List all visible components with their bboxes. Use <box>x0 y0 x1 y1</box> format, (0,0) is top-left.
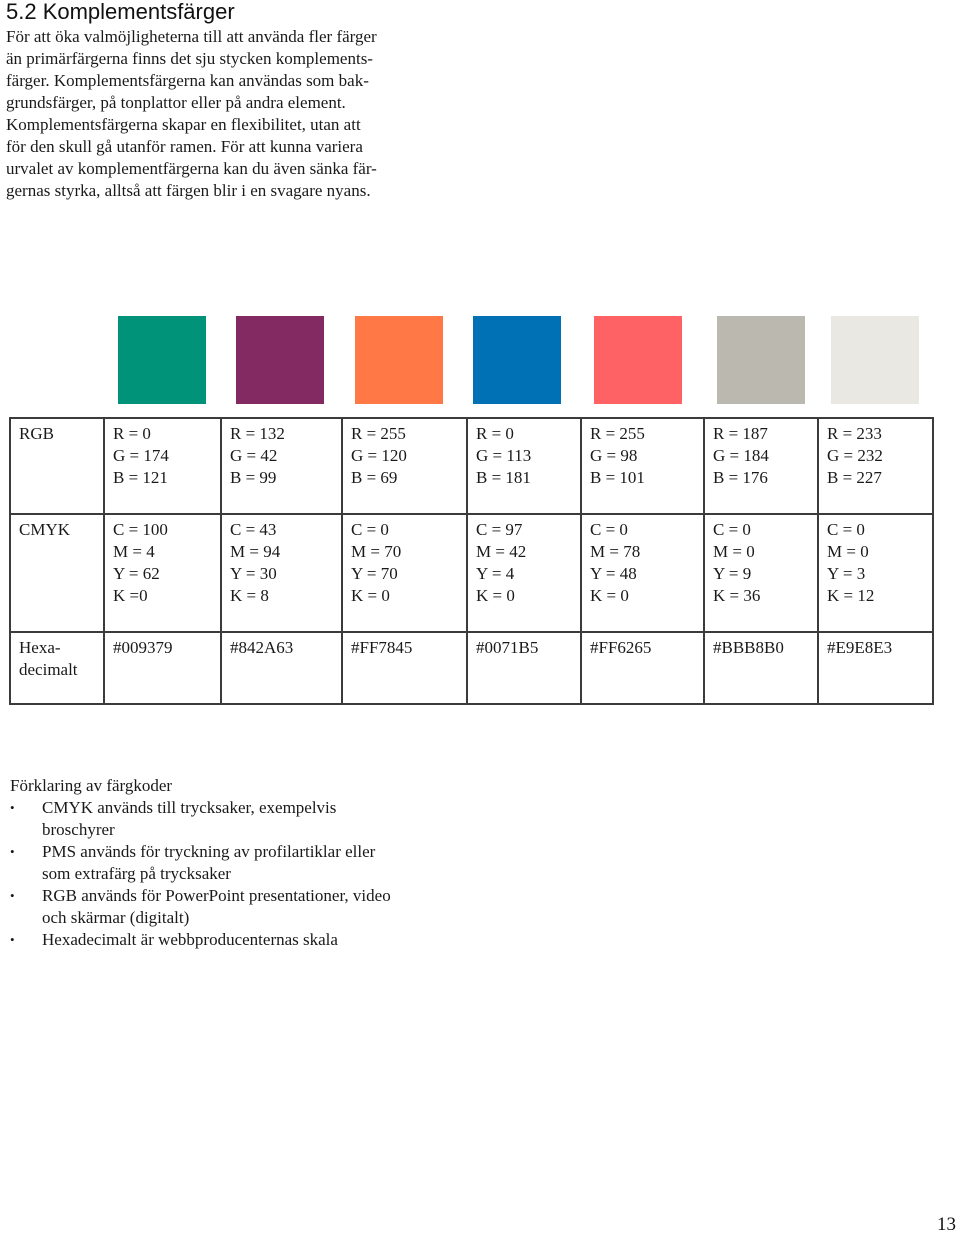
cmyk-value: M = 70 <box>351 542 402 561</box>
cmyk-value: M = 0 <box>713 542 755 561</box>
legend-title: Förklaring av färgkoder <box>10 776 173 795</box>
rgb-value: R = 255 <box>351 424 406 443</box>
cmyk-value: M = 42 <box>476 542 527 561</box>
rgb-value: B = 181 <box>476 468 531 487</box>
intro-line: än primärfärgerna finns det sju stycken komplements- <box>6 49 373 68</box>
hex-cell <box>221 632 342 704</box>
cmyk-value: M = 94 <box>230 542 281 561</box>
cmyk-row <box>10 514 933 632</box>
rgb-cell <box>221 418 342 514</box>
legend-item-line: PMS används för tryckning av profilartiklar eller <box>42 842 376 861</box>
legend-item <box>10 841 490 885</box>
rgb-value: R = 187 <box>713 424 768 443</box>
legend-item-line: CMYK används till trycksaker, exempelvis <box>42 798 337 817</box>
row-label-hex <box>10 632 104 704</box>
rgb-value: B = 227 <box>827 468 882 487</box>
legend-item <box>10 885 490 929</box>
hex-row <box>10 632 933 704</box>
intro-line: grundsfärger, på tonplattor eller på andra element. <box>6 93 346 112</box>
cmyk-value: C = 0 <box>351 520 389 539</box>
intro-line: gernas styrka, alltså att färgen blir i en svagare nyans. <box>6 181 371 200</box>
intro-line: för den skull gå utanför ramen. För att kunna variera <box>6 137 363 156</box>
hex-value: #FF7845 <box>351 638 413 657</box>
cmyk-cell <box>467 514 581 632</box>
rgb-value: G = 120 <box>351 446 407 465</box>
rgb-value: B = 121 <box>113 468 168 487</box>
rgb-value: R = 132 <box>230 424 285 443</box>
cmyk-value: C = 100 <box>113 520 168 539</box>
cmyk-value: K = 0 <box>476 586 515 605</box>
row-label-text: Hexa- <box>19 638 61 657</box>
rgb-value: R = 0 <box>476 424 514 443</box>
legend-item-line: och skärmar (digitalt) <box>42 908 190 927</box>
cmyk-cell <box>818 514 933 632</box>
color-swatch-4 <box>473 316 561 404</box>
legend-list <box>10 797 490 951</box>
row-label-text: decimalt <box>19 660 78 679</box>
intro-line: urvalet av komplementfärgerna kan du även sänka fär- <box>6 159 377 178</box>
cmyk-value: Y = 30 <box>230 564 277 583</box>
color-swatch-6 <box>717 316 805 404</box>
intro-paragraph <box>6 26 476 202</box>
cmyk-value: M = 0 <box>827 542 869 561</box>
cmyk-value: C = 43 <box>230 520 277 539</box>
hex-cell <box>581 632 704 704</box>
cmyk-value: Y = 70 <box>351 564 398 583</box>
row-label-text: CMYK <box>19 520 71 539</box>
hex-cell <box>467 632 581 704</box>
rgb-value: G = 174 <box>113 446 169 465</box>
cmyk-value: C = 0 <box>590 520 628 539</box>
hex-value: #E9E8E3 <box>827 638 893 657</box>
bullet-icon: • <box>10 888 15 903</box>
rgb-value: G = 184 <box>713 446 769 465</box>
row-label-rgb <box>10 418 104 514</box>
cmyk-cell <box>704 514 818 632</box>
cmyk-value: Y = 3 <box>827 564 866 583</box>
hex-value: #842A63 <box>230 638 294 657</box>
rgb-cell <box>704 418 818 514</box>
intro-line: färger. Komplementsfärgerna kan användas som bak- <box>6 71 369 90</box>
cmyk-cell <box>221 514 342 632</box>
rgb-value: R = 233 <box>827 424 882 443</box>
cmyk-cell <box>581 514 704 632</box>
rgb-value: G = 232 <box>827 446 883 465</box>
page-heading: 5.2 Komplementsfärger <box>6 0 235 24</box>
bullet-icon: • <box>10 932 15 947</box>
rgb-value: R = 0 <box>113 424 151 443</box>
hex-cell <box>818 632 933 704</box>
cmyk-value: K = 12 <box>827 586 875 605</box>
row-label-cmyk <box>10 514 104 632</box>
legend-item-line: RGB används för PowerPoint presentationer, video <box>42 886 391 905</box>
color-swatch-2 <box>236 316 324 404</box>
cmyk-value: K = 8 <box>230 586 269 605</box>
rgb-value: G = 98 <box>590 446 638 465</box>
legend-item-line: som extrafärg på trycksaker <box>42 864 231 883</box>
hex-cell <box>342 632 467 704</box>
rgb-row <box>10 418 933 514</box>
cmyk-value: Y = 9 <box>713 564 752 583</box>
rgb-cell <box>104 418 221 514</box>
rgb-value: B = 101 <box>590 468 645 487</box>
legend-item-line: Hexadecimalt är webbproducenternas skala <box>42 930 338 949</box>
page-number: 13 <box>937 1214 956 1235</box>
rgb-value: B = 99 <box>230 468 277 487</box>
color-swatch-7 <box>831 316 919 404</box>
cmyk-cell <box>104 514 221 632</box>
cmyk-value: K =0 <box>113 586 148 605</box>
hex-value: #009379 <box>113 638 173 657</box>
rgb-value: G = 42 <box>230 446 278 465</box>
cmyk-value: K = 36 <box>713 586 761 605</box>
cmyk-value: C = 97 <box>476 520 523 539</box>
rgb-value: R = 255 <box>590 424 645 443</box>
rgb-cell <box>818 418 933 514</box>
cmyk-value: M = 78 <box>590 542 641 561</box>
cmyk-value: Y = 48 <box>590 564 637 583</box>
cmyk-value: K = 0 <box>351 586 390 605</box>
cmyk-value: C = 0 <box>827 520 865 539</box>
hex-value: #BBB8B0 <box>713 638 784 657</box>
hex-cell <box>104 632 221 704</box>
hex-cell <box>704 632 818 704</box>
cmyk-value: Y = 4 <box>476 564 515 583</box>
cmyk-value: C = 0 <box>713 520 751 539</box>
bullet-icon: • <box>10 800 15 815</box>
hex-value: #FF6265 <box>590 638 652 657</box>
rgb-cell <box>467 418 581 514</box>
hex-value: #0071B5 <box>476 638 539 657</box>
intro-line: Komplementsfärgerna skapar en flexibilitet, utan att <box>6 115 361 134</box>
color-swatch-3 <box>355 316 443 404</box>
rgb-value: B = 69 <box>351 468 398 487</box>
intro-line: För att öka valmöjligheterna till att använda fler färger <box>6 27 377 46</box>
rgb-value: G = 113 <box>476 446 532 465</box>
bullet-icon: • <box>10 844 15 859</box>
rgb-value: B = 176 <box>713 468 768 487</box>
rgb-cell <box>342 418 467 514</box>
legend-item <box>10 929 490 951</box>
color-swatch-1 <box>118 316 206 404</box>
cmyk-value: K = 0 <box>590 586 629 605</box>
cmyk-value: Y = 62 <box>113 564 160 583</box>
row-label-text: RGB <box>19 424 54 443</box>
color-code-legend <box>10 775 490 951</box>
legend-item <box>10 797 490 841</box>
cmyk-cell <box>342 514 467 632</box>
legend-item-line: broschyrer <box>42 820 115 839</box>
color-codes-table <box>9 417 934 705</box>
color-swatch-5 <box>594 316 682 404</box>
cmyk-value: M = 4 <box>113 542 155 561</box>
rgb-cell <box>581 418 704 514</box>
